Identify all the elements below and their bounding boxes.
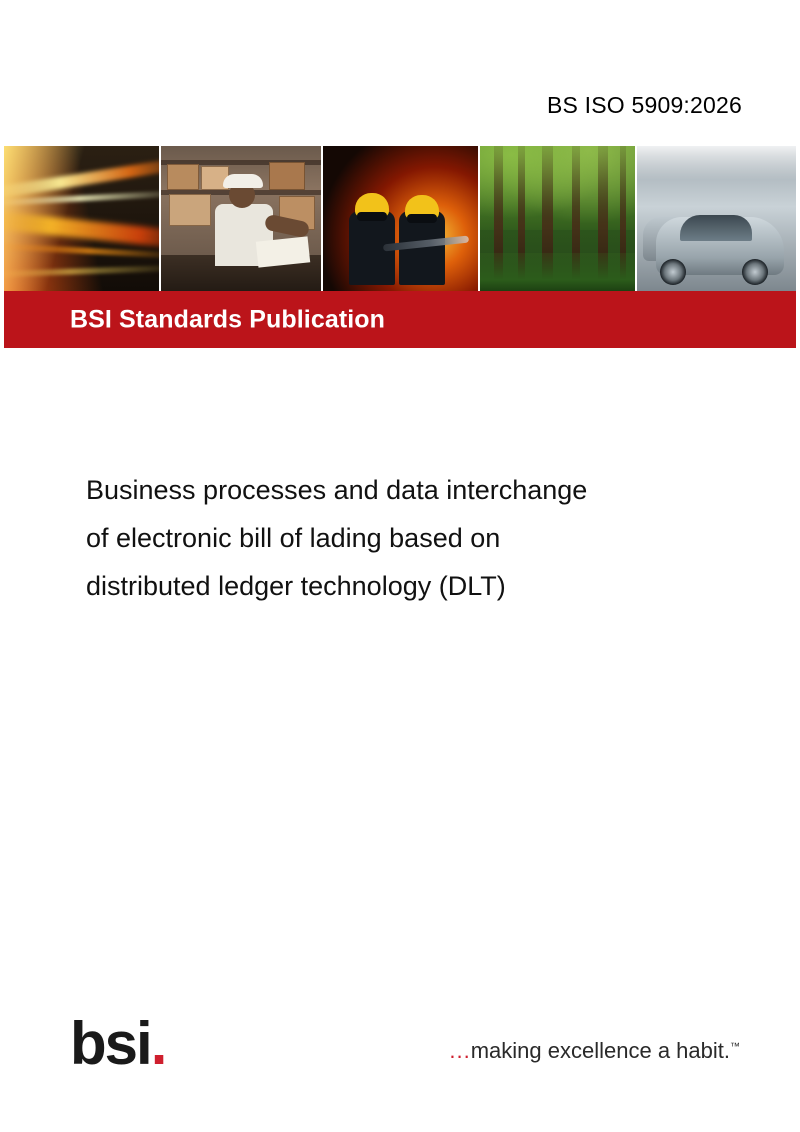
forest-photo bbox=[480, 146, 635, 291]
car-wheel bbox=[742, 259, 768, 285]
car-wheel bbox=[660, 259, 686, 285]
storage-box bbox=[169, 194, 211, 226]
storage-box bbox=[167, 164, 199, 190]
light-trail-streak bbox=[4, 265, 159, 277]
firefighter-visor bbox=[407, 214, 437, 223]
bsi-logo-text: bsi bbox=[70, 1010, 151, 1077]
hard-hat bbox=[223, 174, 263, 188]
standard-number: BS ISO 5909:2026 bbox=[546, 92, 742, 118]
light-trails-photo bbox=[4, 146, 159, 291]
title-line-3: distributed ledger technology (DLT) bbox=[86, 571, 506, 601]
forest-undergrowth bbox=[480, 253, 635, 291]
warehouse-worker-photo bbox=[161, 146, 321, 291]
title-line-1: Business processes and data interchange bbox=[86, 475, 588, 505]
tagline-lead: ... bbox=[449, 1038, 471, 1063]
ceiling-lighting bbox=[637, 146, 796, 180]
tagline-text: making excellence a habit. bbox=[470, 1038, 730, 1063]
car-manufacturing-photo bbox=[637, 146, 796, 291]
bsi-tagline bbox=[449, 1038, 740, 1064]
bsi-logo-dot: . bbox=[150, 1010, 166, 1077]
firefighter-visor bbox=[357, 212, 387, 221]
cover-image-strip bbox=[4, 146, 796, 291]
trademark-symbol: ™ bbox=[730, 1041, 740, 1053]
light-trail-streak bbox=[4, 190, 159, 206]
page-title bbox=[86, 466, 736, 610]
tree-canopy bbox=[480, 146, 635, 230]
title-line-2: of electronic bill of lading based on bbox=[86, 523, 501, 553]
car-windshield bbox=[680, 215, 752, 241]
storage-box bbox=[269, 162, 305, 190]
paperwork bbox=[256, 236, 310, 267]
banner-label: BSI Standards Publication bbox=[70, 305, 386, 333]
firefighters-photo bbox=[323, 146, 478, 291]
light-trail-streak bbox=[4, 243, 159, 259]
bsi-standards-banner bbox=[4, 291, 796, 348]
bsi-logo bbox=[70, 1010, 166, 1077]
